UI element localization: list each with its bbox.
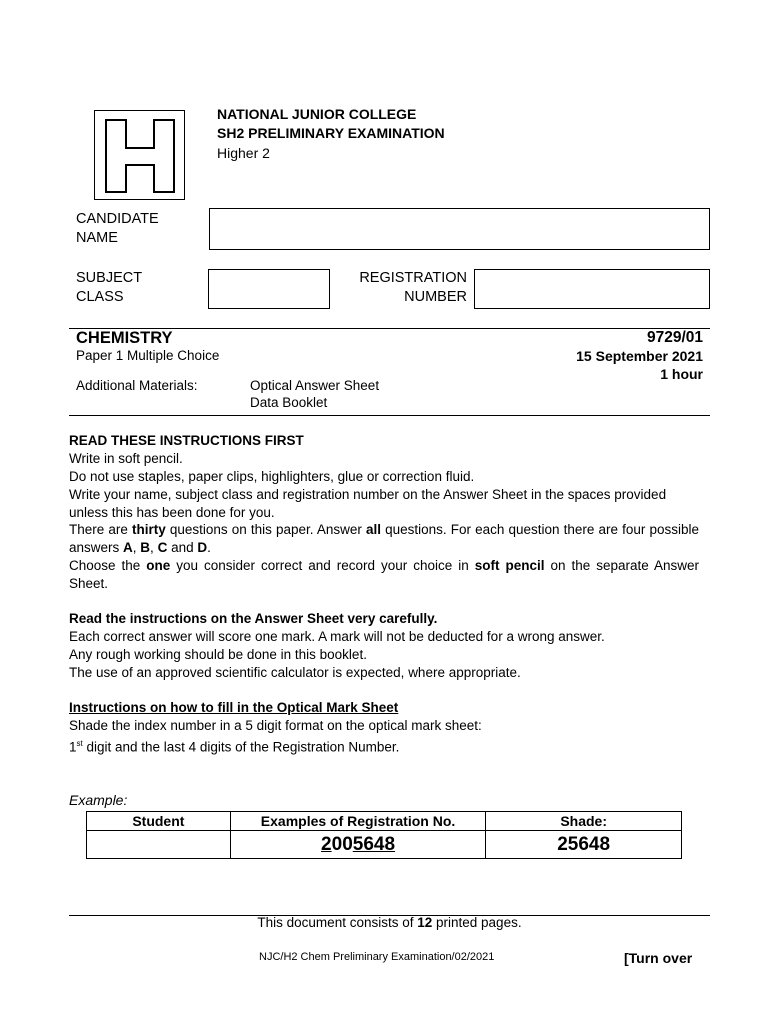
registration-number-label: REGISTRATION NUMBER: [359, 270, 467, 305]
omr-heading: Instructions on how to fill in the Optical Mark Sheet: [69, 700, 399, 715]
candidate-name-label: CANDIDATE NAME: [76, 211, 159, 246]
column-header: Shade:: [486, 812, 682, 831]
table-header-row: [87, 812, 682, 831]
document-code: NJC/H2 Chem Preliminary Examination/02/2021: [259, 951, 495, 963]
answer-sheet-line: Each correct answer will score one mark. A mark will not be deducted for a wrong answer.: [69, 629, 605, 644]
column-header: Student: [87, 812, 231, 831]
exam-date: 15 September 2021: [576, 348, 703, 364]
shade-cell: 25648: [486, 831, 682, 859]
answer-sheet-heading: Read the instructions on the Answer Sheet very carefully.: [69, 611, 438, 626]
exam-title: SH2 PRELIMINARY EXAMINATION: [217, 125, 445, 141]
registration-example-cell: 2005648: [230, 831, 486, 859]
omr-line: Shade the index number in a 5 digit format on the optical mark sheet:: [69, 718, 482, 733]
instruction-line: Write in soft pencil.: [69, 451, 183, 466]
paper-title: Paper 1 Multiple Choice: [76, 348, 220, 363]
candidate-name-field[interactable]: [209, 208, 710, 250]
school-logo: [94, 110, 185, 200]
subject-class-label: SUBJECT CLASS: [76, 270, 143, 305]
page-count: This document consists of 12 printed pages.: [257, 915, 522, 930]
subject-title: CHEMISTRY: [76, 329, 173, 347]
instruction-line: Write your name, subject class and registration number on the Answer Sheet in the spaces provided unless this has been done for you.: [69, 487, 667, 520]
school-name: NATIONAL JUNIOR COLLEGE: [217, 106, 417, 122]
material-item: Optical Answer Sheet: [250, 378, 380, 393]
student-cell: [87, 831, 231, 859]
answer-sheet-line: Any rough working should be done in this booklet.: [69, 647, 367, 662]
h-logo-icon: [95, 111, 186, 201]
table-row: [87, 831, 682, 859]
registration-number-field[interactable]: [474, 269, 710, 309]
exam-duration: 1 hour: [660, 366, 703, 382]
instruction-line: Do not use staples, paper clips, highlighters, glue or correction fluid.: [69, 469, 475, 484]
exam-level: Higher 2: [217, 145, 270, 161]
paper-code: 9729/01: [646, 329, 703, 346]
example-table: [86, 811, 682, 859]
divider-bottom: [69, 415, 710, 416]
materials-label: Additional Materials:: [76, 378, 198, 393]
subject-class-field[interactable]: [208, 269, 330, 309]
material-item: Data Booklet: [250, 395, 328, 410]
turn-over: [Turn over: [624, 950, 693, 966]
instruction-line: There are thirty questions on this paper. Answer all questions. For each question there are four possible answers A, B, C and D.: [69, 522, 700, 555]
instructions-heading: READ THESE INSTRUCTIONS FIRST: [69, 433, 304, 448]
example-label: Example:: [69, 792, 128, 808]
omr-line: 1st digit and the last 4 digits of the Registration Number.: [69, 739, 400, 755]
column-header: Examples of Registration No.: [230, 812, 486, 831]
instruction-line: Choose the one you consider correct and record your choice in soft pencil on the separate Answer Sheet.: [69, 558, 700, 591]
answer-sheet-line: The use of an approved scientific calculator is expected, where appropriate.: [69, 665, 521, 680]
